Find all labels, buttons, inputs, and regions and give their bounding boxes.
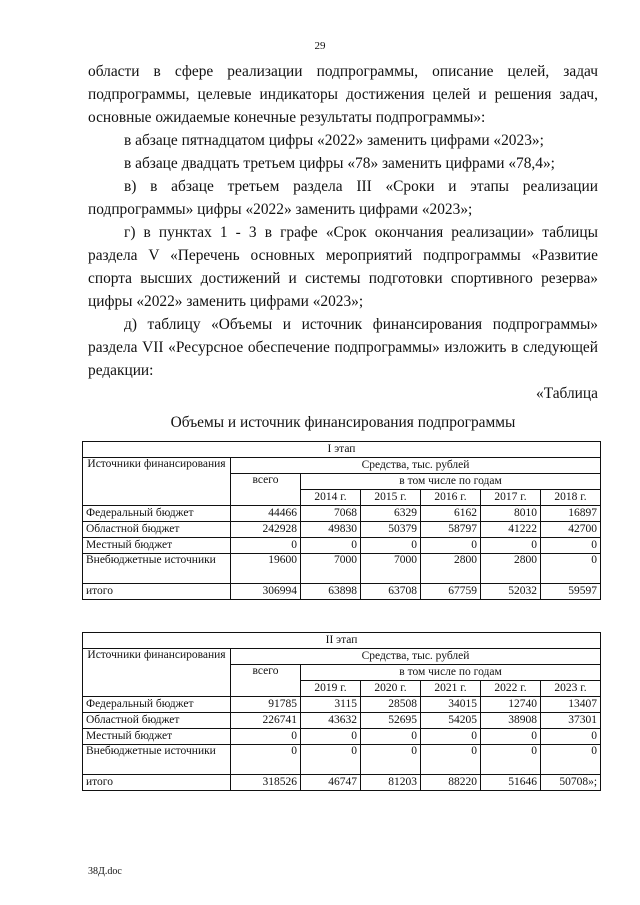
- table-row: [83, 584, 601, 600]
- paragraph-2: в абзаце пятнадцатом цифры «2022» заменить цифрами «2023»;: [124, 132, 544, 149]
- row-value: 67759: [421, 584, 481, 600]
- row-value: 81203: [361, 775, 421, 791]
- row-value: 37301: [541, 713, 601, 729]
- row-source: Областной бюджет: [83, 522, 231, 538]
- row-source: Федеральный бюджет: [83, 697, 231, 713]
- year-header: 2019 г.: [301, 681, 361, 697]
- row-value: 8010: [481, 506, 541, 522]
- sources-header: Источники финансирования: [83, 649, 231, 697]
- stage2-table: [82, 632, 601, 791]
- table-row: [83, 538, 601, 554]
- paragraph-6: д) таблицу «Объемы и источник финансирования подпрограммы» раздела VII «Ресурсное обеспечение подпрограммы» изложить в следующей редакции:: [88, 316, 598, 379]
- year-header: 2020 г.: [361, 681, 421, 697]
- row-value: 34015: [421, 697, 481, 713]
- row-total: 242928: [231, 522, 301, 538]
- funds-header: Средства, тыс. рублей: [231, 649, 601, 665]
- year-header: 2017 г.: [481, 490, 541, 506]
- row-value: 0: [421, 538, 481, 554]
- row-value: 0: [481, 745, 541, 775]
- year-header: 2015 г.: [361, 490, 421, 506]
- row-total: 44466: [231, 506, 301, 522]
- row-total: 0: [231, 729, 301, 745]
- row-total: 0: [231, 745, 301, 775]
- row-value: 16897: [541, 506, 601, 522]
- table-row: [83, 522, 601, 538]
- row-value: 0: [361, 729, 421, 745]
- year-header: 2021 г.: [421, 681, 481, 697]
- row-value: 13407: [541, 697, 601, 713]
- row-value: 0: [301, 745, 361, 775]
- table-row: [83, 775, 601, 791]
- row-value: 46747: [301, 775, 361, 791]
- row-total: 19600: [231, 554, 301, 584]
- by-years-header: в том числе по годам: [301, 474, 601, 490]
- paragraph-5: г) в пунктах 1 - 3 в графе «Срок окончания реализации» таблицы раздела V «Перечень основных мероприятий подпрограммы «Развитие спорта высших достижений и системы подготовки спортивного резерва» цифры «2022» заменить цифрами «2023»;: [88, 224, 598, 310]
- row-value: 6329: [361, 506, 421, 522]
- row-value: 28508: [361, 697, 421, 713]
- row-value: 49830: [301, 522, 361, 538]
- row-value: 54205: [421, 713, 481, 729]
- footer-filename: 38Д.doc: [88, 866, 122, 877]
- row-source: Местный бюджет: [83, 538, 231, 554]
- row-value: 0: [361, 538, 421, 554]
- stage1-table: [82, 441, 601, 600]
- total-header: всего: [231, 665, 301, 697]
- row-value: 0: [541, 538, 601, 554]
- row-value: 3115: [301, 697, 361, 713]
- year-header: 2016 г.: [421, 490, 481, 506]
- year-header: 2014 г.: [301, 490, 361, 506]
- row-value: 0: [301, 538, 361, 554]
- body-text: [88, 60, 598, 382]
- table-row: [83, 713, 601, 729]
- row-total: 226741: [231, 713, 301, 729]
- row-value: 50379: [361, 522, 421, 538]
- row-total: 306994: [231, 584, 301, 600]
- year-header: 2023 г.: [541, 681, 601, 697]
- row-value: 0: [541, 729, 601, 745]
- sources-header: Источники финансирования: [83, 458, 231, 506]
- row-source: Внебюджетные источники: [83, 745, 231, 775]
- total-header: всего: [231, 474, 301, 506]
- row-value: 43632: [301, 713, 361, 729]
- year-header: 2018 г.: [541, 490, 601, 506]
- row-value: 0: [421, 729, 481, 745]
- row-value: 52032: [481, 584, 541, 600]
- table-row: [83, 697, 601, 713]
- table-row: [83, 729, 601, 745]
- row-value: 63708: [361, 584, 421, 600]
- row-value: 0: [481, 729, 541, 745]
- year-header: 2022 г.: [481, 681, 541, 697]
- row-value: 41222: [481, 522, 541, 538]
- row-value: 63898: [301, 584, 361, 600]
- row-value: 6162: [421, 506, 481, 522]
- stage-title: II этап: [83, 633, 601, 649]
- table-label: «Таблица: [536, 385, 598, 402]
- table-row: [83, 506, 601, 522]
- row-total: 0: [231, 538, 301, 554]
- row-source: Областной бюджет: [83, 713, 231, 729]
- row-value: 12740: [481, 697, 541, 713]
- stage-title: I этап: [83, 442, 601, 458]
- row-value: 50708»;: [541, 775, 601, 791]
- by-years-header: в том числе по годам: [301, 665, 601, 681]
- row-source: итого: [83, 775, 231, 791]
- paragraph-4: в) в абзаце третьем раздела III «Сроки и этапы реализации подпрограммы» цифры «2022» заменить цифрами «2023»;: [88, 178, 598, 218]
- row-source: итого: [83, 584, 231, 600]
- row-value: 2800: [421, 554, 481, 584]
- row-source: Федеральный бюджет: [83, 506, 231, 522]
- row-source: Внебюджетные источники: [83, 554, 231, 584]
- row-value: 0: [421, 745, 481, 775]
- row-value: 7000: [301, 554, 361, 584]
- row-value: 0: [541, 554, 601, 584]
- row-value: 52695: [361, 713, 421, 729]
- row-value: 88220: [421, 775, 481, 791]
- row-value: 42700: [541, 522, 601, 538]
- row-value: 0: [541, 745, 601, 775]
- row-value: 7068: [301, 506, 361, 522]
- row-value: 38908: [481, 713, 541, 729]
- row-value: 0: [301, 729, 361, 745]
- row-value: 58797: [421, 522, 481, 538]
- row-source: Местный бюджет: [83, 729, 231, 745]
- row-value: 59597: [541, 584, 601, 600]
- table-row: [83, 554, 601, 584]
- paragraph-3: в абзаце двадцать третьем цифры «78» заменить цифрами «78,4»;: [124, 155, 555, 172]
- table-title: Объемы и источник финансирования подпрограммы: [170, 414, 516, 431]
- row-value: 0: [361, 745, 421, 775]
- row-value: 2800: [481, 554, 541, 584]
- row-total: 91785: [231, 697, 301, 713]
- funds-header: Средства, тыс. рублей: [231, 458, 601, 474]
- row-value: 0: [481, 538, 541, 554]
- row-value: 51646: [481, 775, 541, 791]
- paragraph-1: области в сфере реализации подпрограммы, описание целей, задач подпрограммы, целевые индикаторы достижения целей и решения задач, основные ожидаемые конечные результаты подпрограммы»:: [88, 63, 598, 126]
- row-value: 7000: [361, 554, 421, 584]
- page-number: 29: [314, 40, 326, 52]
- table-row: [83, 745, 601, 775]
- row-total: 318526: [231, 775, 301, 791]
